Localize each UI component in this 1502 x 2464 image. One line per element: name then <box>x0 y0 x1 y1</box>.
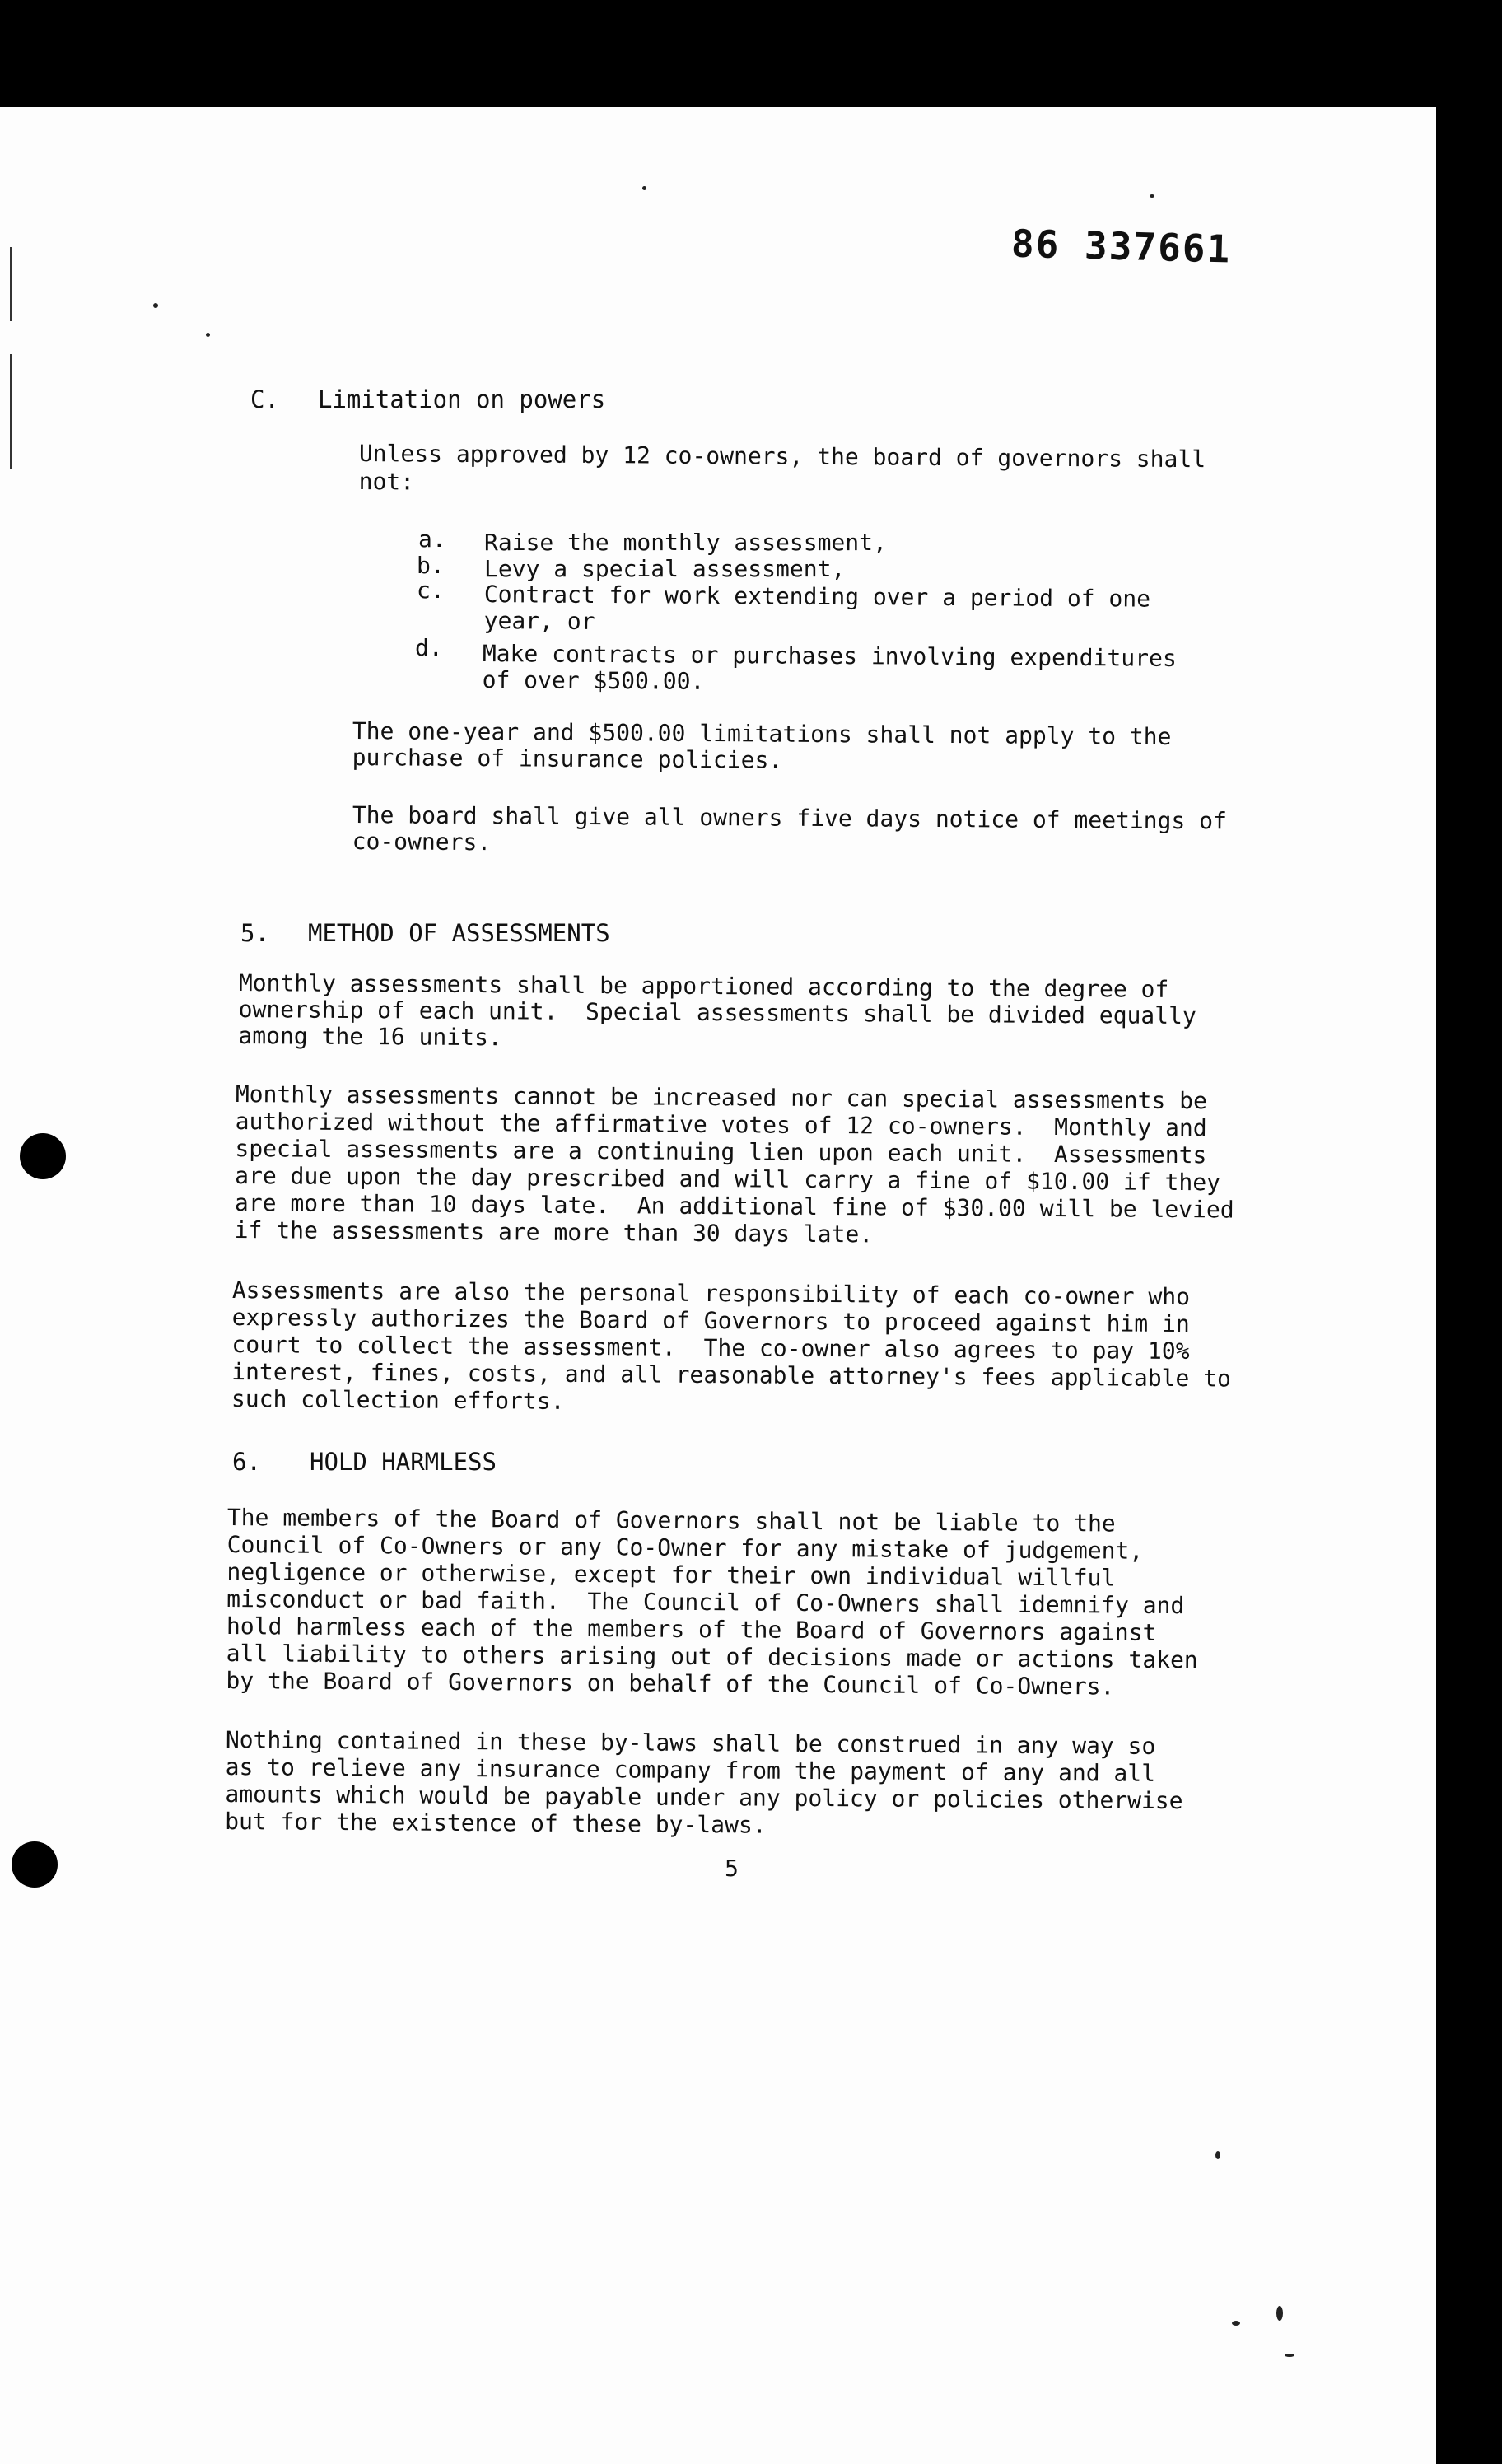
section-6-para1: The members of the Board of Governors shall not be liable to the Council of Co-Owners or any Co-Owner for any mistake of judgement, negligence or otherwise, except for their own individual willful misconduct or bad faith. The Council of Co-Owners shall idemnify and hold harmless each of the members of the Board of Governors against all liability to others arising out of decisions made or actions taken by the Board of Governors on behalf of the Council of Co-Owners. <box>226 1504 1198 1701</box>
left-margin-mark-2 <box>10 354 12 469</box>
section-6-number: 6. <box>232 1448 261 1476</box>
list-item-c: Contract for work extending over a period of one year, or <box>483 581 1151 635</box>
section-5-title: METHOD OF ASSESSMENTS <box>308 919 610 947</box>
scan-speck <box>153 303 158 308</box>
section-5-para1: Monthly assessments shall be apportioned according to the degree of ownership of each unit. Special assessments shall be divided equally among the 16 units. <box>238 969 1196 1052</box>
section-6-para2: Nothing contained in these by-laws shall be construed in any way so as to relieve any insurance company from the payment of any and all amounts which would be payable under any policy or policies otherwise but for the existence of these by-laws. <box>225 1726 1183 1839</box>
section-5-para2: Monthly assessments cannot be increased nor can special assessments be authorized without the affirmative votes of 12 co-owners. Monthly and special assessments are a continuing lien upon each unit. Assessments are due upon the day prescribed and will carry a fine of $10.00 if they are more than 10 days late. An additional fine of $30.00 will be levied if the assessments are more than 30 days late. <box>234 1080 1234 1248</box>
section-c-title: Limitation on powers <box>318 385 606 413</box>
list-item-a: Raise the monthly assessment, <box>484 529 887 556</box>
list-item-d: Make contracts or purchases involving expenditures of over $500.00. <box>482 640 1177 695</box>
section-5-number: 5. <box>240 919 269 947</box>
scan-speck <box>1285 2354 1294 2357</box>
section-6-title: HOLD HARMLESS <box>310 1448 497 1476</box>
list-letter-a: a. <box>418 525 446 553</box>
left-margin-mark <box>10 247 12 321</box>
section-c-para1: The one-year and $500.00 limitations shall not apply to the purchase of insurance policies. <box>352 717 1172 774</box>
punch-hole-top <box>20 1133 66 1179</box>
scan-speck <box>206 333 210 337</box>
scan-speck <box>642 186 646 190</box>
list-letter-c: c. <box>417 576 445 604</box>
list-letter-b: b. <box>417 552 445 579</box>
page-number: 5 <box>725 1855 739 1882</box>
list-letter-d: d. <box>415 634 443 661</box>
scan-speck <box>1150 194 1154 198</box>
section-c-label: C. <box>250 385 279 413</box>
document-number: 86 337661 <box>1010 221 1232 272</box>
list-item-b: Levy a special assessment, <box>484 555 846 582</box>
punch-hole-bottom <box>12 1841 58 1888</box>
section-5-para3: Assessments are also the personal responsibility of each co-owner who expressly authorizes the Board of Governors to proceed against him in court to collect the assessment. The co-owner also agrees to pay 10% interest, fines, costs, and all reasonable attorney's fees applicable to such collection efforts. <box>231 1276 1232 1415</box>
scan-speck <box>1232 2321 1240 2326</box>
scan-speck <box>1215 2151 1220 2159</box>
section-c-intro: Unless approved by 12 co-owners, the board of governors shall not: <box>358 440 1206 496</box>
scan-speck <box>1276 2306 1283 2321</box>
section-c-para2: The board shall give all owners five days notice of meetings of co-owners. <box>352 801 1228 856</box>
